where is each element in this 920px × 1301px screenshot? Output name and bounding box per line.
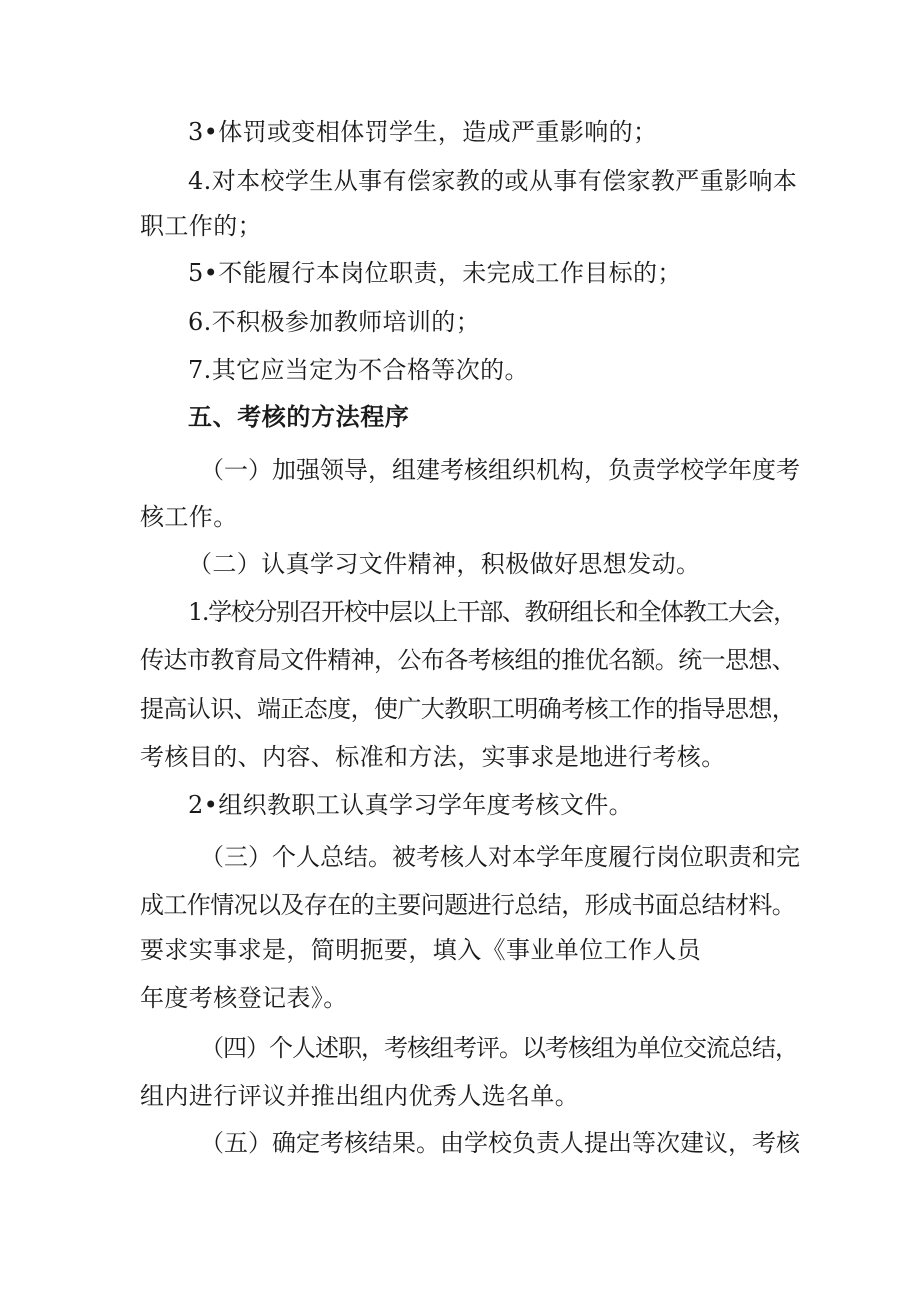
text-line: 组内进行评议并推出组内优秀人选名单。 [140,1082,580,1110]
text-line: 职工作的； [140,212,262,240]
text-line: （一）加强领导，组建考核组织机构，负责学校学年度考 [200,456,800,484]
section-heading: 五、考核的方法程序 [188,403,410,431]
text-line: 考核目的、内容、标准和方法，实事求是地进行考核。 [140,743,726,771]
text-line: 6.不积极参加教师培训的； [188,308,481,336]
text-line: 7.其它应当定为不合格等次的。 [188,356,529,384]
text-line: （四）个人述职，考核组考评。以考核组为单位交流总结， [200,1034,798,1062]
text-line: 2•组织教职工认真学习学年度考核文件。 [188,791,634,819]
text-line: 5•不能履行本岗位职责，未完成工作目标的； [188,259,682,287]
text-line: 传达市教育局文件精神，公布各考核组的推优名额。统一思想、 [140,646,796,674]
text-line: 4.对本校学生从事有偿家教的或从事有偿家教严重影响本 [188,167,798,195]
text-line: 要求实事求是，简明扼要，填入《事业单位工作人员 [140,936,702,964]
text-line: 核工作。 [140,503,238,531]
text-line: 年度考核登记表》。 [140,984,348,1012]
text-line: （五）确定考核结果。由学校负责人提出等次建议，考核 [200,1129,800,1157]
text-line: 3•体罚或变相体罚学生，造成严重影响的； [188,118,658,146]
text-line: （三）个人总结。被考核人对本学年度履行岗位职责和完 [200,843,800,871]
text-line: 成工作情况以及存在的主要问题进行总结，形成书面总结材料。 [140,891,796,919]
text-line: （二）认真学习文件精神，积极做好思想发动。 [188,550,701,578]
text-line: 提高认识、端正态度，使广大教职工明确考核工作的指导思想， [140,695,796,723]
text-line: 1.学校分别召开校中层以上干部、教研组长和全体教工大会， [188,598,796,626]
